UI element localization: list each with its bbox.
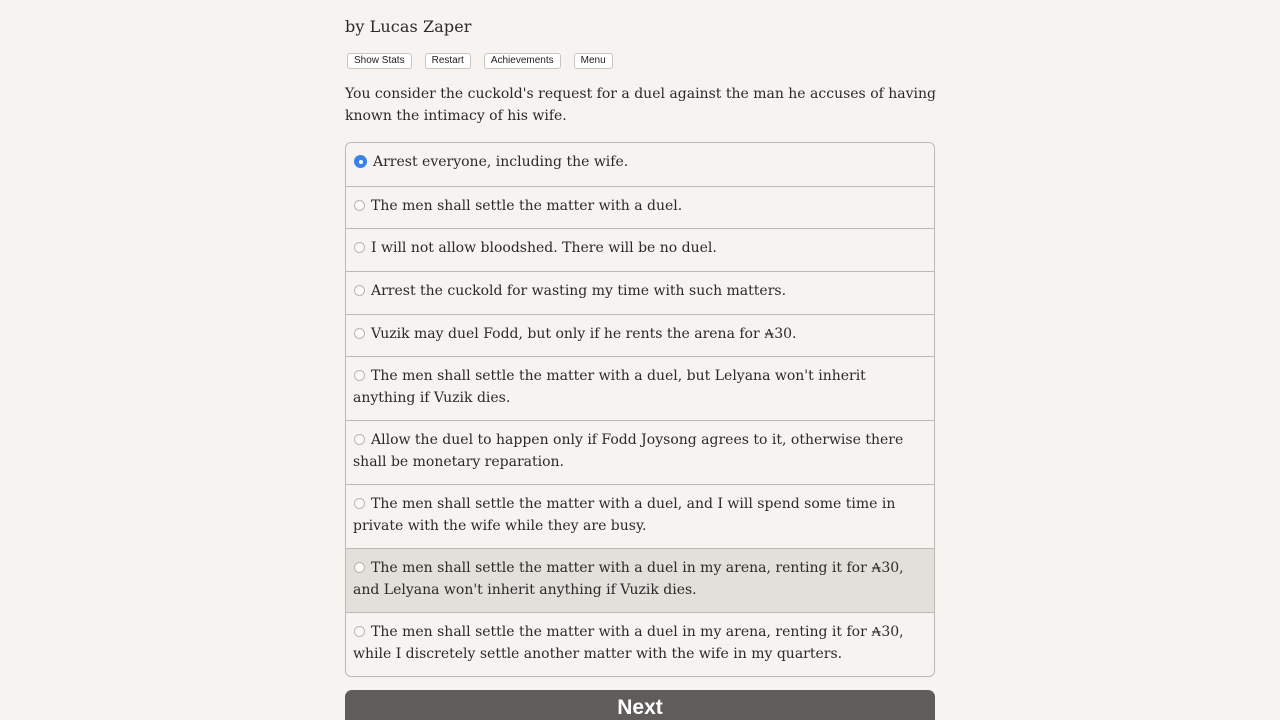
radio-unselected-icon[interactable]	[354, 242, 365, 253]
radio-unselected-icon[interactable]	[354, 498, 365, 509]
choice-list	[345, 142, 935, 677]
choice-option[interactable]	[346, 484, 934, 548]
choice-label: The men shall settle the matter with a duel.	[371, 197, 683, 214]
show-stats-button[interactable]: Show Stats	[347, 53, 412, 69]
choice-label: Arrest everyone, including the wife.	[373, 154, 629, 170]
radio-unselected-icon[interactable]	[354, 285, 365, 296]
author-byline: by Lucas Zaper	[345, 17, 472, 36]
choice-label: Vuzik may duel Fodd, but only if he rents the arena for ₳30.	[371, 325, 797, 342]
radio-unselected-icon[interactable]	[354, 626, 365, 637]
radio-unselected-icon[interactable]	[354, 370, 365, 381]
toolbar	[347, 53, 626, 69]
choice-option[interactable]	[346, 612, 934, 676]
choice-label: Arrest the cuckold for wasting my time with such matters.	[371, 283, 787, 300]
choice-option[interactable]	[346, 420, 934, 484]
restart-button[interactable]: Restart	[425, 53, 471, 69]
radio-selected-icon[interactable]	[354, 155, 367, 168]
radio-unselected-icon[interactable]	[354, 562, 365, 573]
story-prompt: You consider the cuckold's request for a duel against the man he accuses of having known the intimacy of his wife.	[345, 86, 936, 124]
choice-option-hovered[interactable]	[346, 548, 934, 612]
choice-option[interactable]	[346, 271, 934, 314]
choice-option[interactable]	[346, 228, 934, 271]
choice-label: The men shall settle the matter with a duel, and I will spend some time in private with the wife while they are busy.	[353, 496, 896, 534]
choice-label: The men shall settle the matter with a duel in my arena, renting it for ₳30, while I discretely settle another matter with the wife in my quarters.	[353, 624, 904, 662]
menu-button[interactable]: Menu	[574, 53, 613, 69]
choice-label: I will not allow bloodshed. There will be no duel.	[371, 240, 717, 257]
choice-label: The men shall settle the matter with a duel in my arena, renting it for ₳30, and Lelyana won't inherit anything if Vuzik dies.	[353, 560, 904, 598]
achievements-button[interactable]: Achievements	[484, 53, 561, 69]
choice-option[interactable]	[346, 186, 934, 229]
next-button[interactable]: Next	[345, 690, 935, 720]
choice-option[interactable]	[346, 314, 934, 357]
radio-unselected-icon[interactable]	[354, 434, 365, 445]
choice-option[interactable]	[346, 356, 934, 420]
choice-option[interactable]	[346, 143, 934, 186]
radio-unselected-icon[interactable]	[354, 200, 365, 211]
radio-unselected-icon[interactable]	[354, 328, 365, 339]
choice-label: The men shall settle the matter with a duel, but Lelyana won't inherit anything if Vuzik dies.	[353, 368, 866, 406]
choice-label: Allow the duel to happen only if Fodd Joysong agrees to it, otherwise there shall be monetary reparation.	[353, 432, 904, 470]
